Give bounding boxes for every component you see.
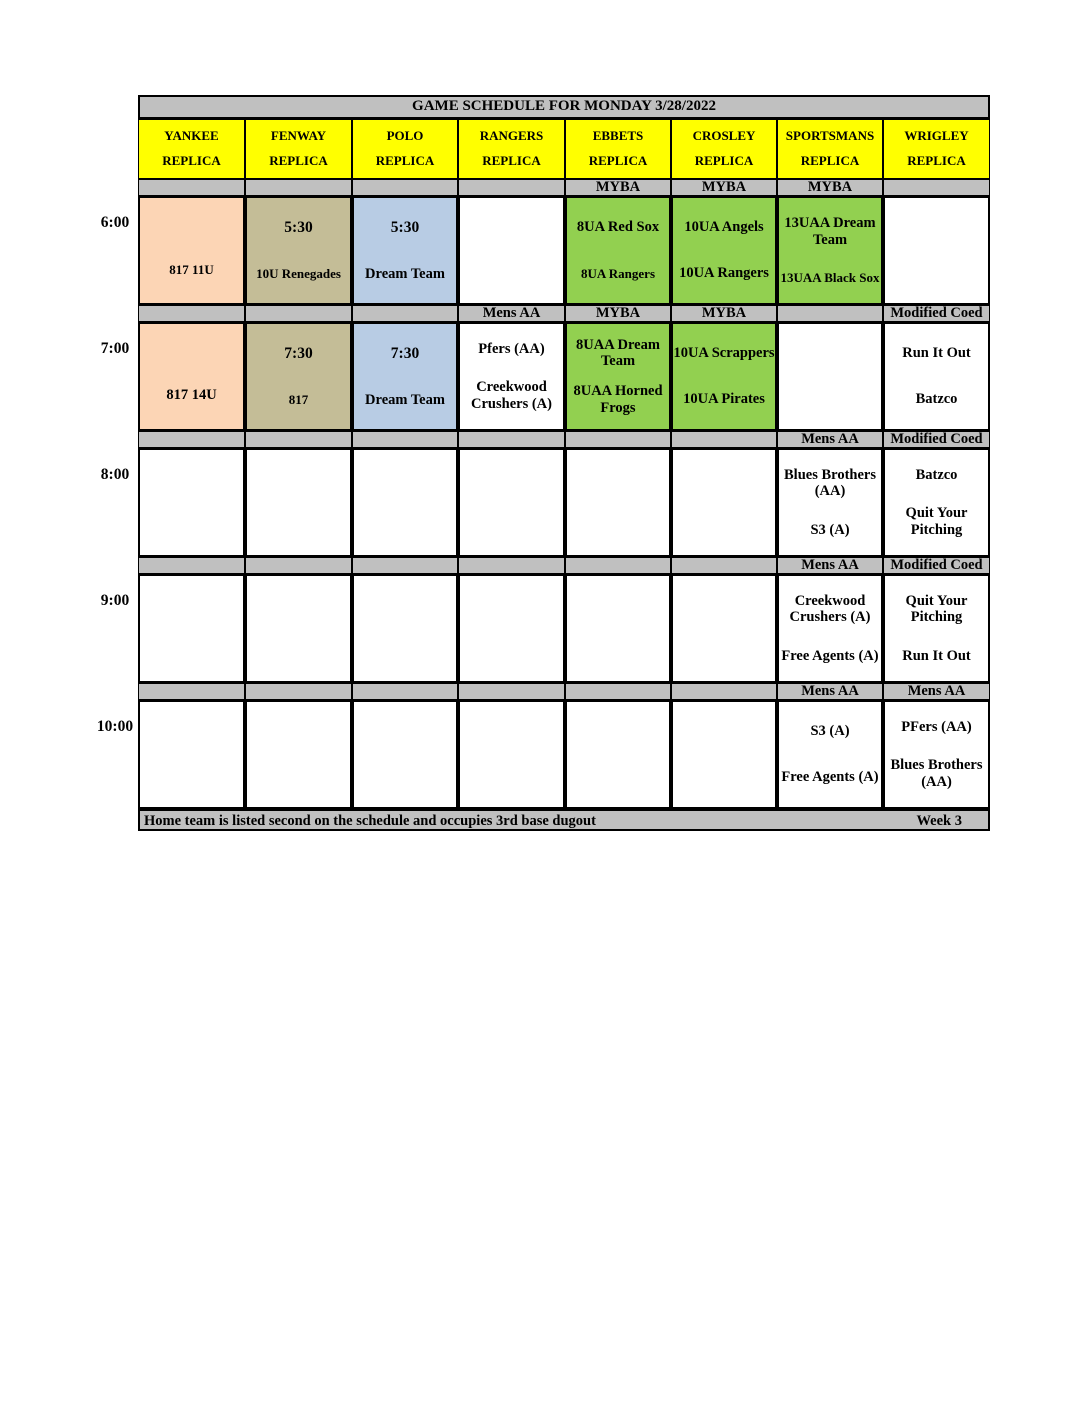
visiting-team: 10UA Angels: [684, 218, 764, 235]
game-cell: [565, 448, 671, 557]
league-label: Modified Coed: [883, 305, 990, 322]
home-team: 817: [288, 392, 309, 407]
visiting-team: Run It Out: [902, 344, 971, 361]
time-label: 10:00: [96, 718, 134, 735]
field-name: YANKEE: [164, 128, 219, 144]
field-header-yankee: [138, 119, 245, 179]
visiting-team: 13UAA Dream Team: [784, 215, 876, 248]
league-label: MYBA: [671, 305, 777, 322]
home-team: Dream Team: [365, 265, 445, 282]
game-cell: [671, 700, 777, 809]
league-label: MYBA: [565, 179, 671, 196]
schedule-title: GAME SCHEDULE FOR MONDAY 3/28/2022: [138, 95, 990, 119]
game-cell: [883, 700, 990, 809]
footer-note: Home team is listed second on the schedule and occupies 3rd base dugout: [144, 813, 596, 829]
home-team: Free Agents (A): [781, 769, 879, 786]
game-cell: [565, 700, 671, 809]
league-label: [245, 683, 352, 700]
game-cell: [138, 700, 245, 809]
field-header-row: [138, 119, 990, 179]
visiting-team: 10UA Scrappers: [673, 344, 775, 361]
league-label: Mens AA: [777, 683, 883, 700]
game-cell: [777, 700, 883, 809]
time-slot-row: [138, 448, 990, 557]
field-name: FENWAY: [270, 128, 327, 144]
time-label: 6:00: [100, 214, 130, 231]
game-cell: [352, 574, 458, 683]
visiting-team: Creekwood Crushers (A): [789, 592, 871, 626]
visiting-team: 7:30: [390, 344, 420, 362]
league-label: [138, 431, 245, 448]
game-cell: [777, 448, 883, 557]
game-cell: [883, 322, 990, 431]
game-cell: [138, 448, 245, 557]
game-cell: [671, 322, 777, 431]
visiting-team: PFers (AA): [901, 718, 972, 735]
league-label: [458, 557, 565, 574]
league-label: MYBA: [777, 179, 883, 196]
league-label: [565, 683, 671, 700]
league-label: [245, 557, 352, 574]
league-label: Mens AA: [883, 683, 990, 700]
visiting-team: Quit Your Pitching: [905, 592, 968, 626]
field-name: POLO: [386, 128, 424, 144]
game-cell: [138, 574, 245, 683]
league-label: [671, 431, 777, 448]
field-name: SPORTSMANS: [785, 128, 875, 144]
league-label: [245, 431, 352, 448]
home-team: Dream Team: [365, 391, 445, 408]
league-label: Mens AA: [458, 305, 565, 322]
time-slot-row: [138, 196, 990, 305]
field-header-sportsmans: [777, 119, 883, 179]
league-label: [458, 179, 565, 196]
game-cell: [352, 448, 458, 557]
field-subtitle: REPLICA: [482, 153, 541, 169]
game-cell: [458, 448, 565, 557]
field-header-wrigley: [883, 119, 990, 179]
league-row: [138, 179, 990, 196]
game-cell: [565, 574, 671, 683]
league-row: [138, 431, 990, 448]
league-label: [565, 431, 671, 448]
field-header-fenway: [245, 119, 352, 179]
league-label: [352, 305, 458, 322]
game-cell: [352, 322, 458, 431]
home-team: 10U Renegades: [256, 266, 341, 281]
time-slot-row: [138, 322, 990, 431]
field-header-ebbets: [565, 119, 671, 179]
visiting-team: 5:30: [284, 219, 313, 237]
footer-week: Week 3: [916, 813, 962, 829]
game-cell: [245, 448, 352, 557]
league-label: [245, 179, 352, 196]
home-team: 817 11U: [169, 261, 214, 277]
field-subtitle: REPLICA: [800, 153, 860, 169]
home-team: Run It Out: [902, 647, 971, 664]
game-cell: [458, 574, 565, 683]
league-row: [138, 305, 990, 322]
home-team: Blues Brothers (AA): [890, 756, 983, 790]
time-slot-row: [138, 574, 990, 683]
league-label: Mens AA: [777, 431, 883, 448]
field-subtitle: REPLICA: [375, 153, 435, 169]
time-label: 7:00: [100, 340, 130, 357]
visiting-team: Batzco: [915, 466, 958, 483]
game-cell: [138, 196, 245, 305]
home-team: Free Agents (A): [781, 647, 879, 664]
league-label: [138, 305, 245, 322]
time-slot-row: [138, 700, 990, 809]
league-label: [671, 683, 777, 700]
field-subtitle: REPLICA: [588, 153, 648, 169]
game-cell: [458, 196, 565, 305]
league-label: MYBA: [565, 305, 671, 322]
league-label: Mens AA: [777, 557, 883, 574]
league-label: [458, 431, 565, 448]
league-label: Modified Coed: [883, 557, 990, 574]
league-label: [138, 557, 245, 574]
game-cell: [458, 700, 565, 809]
game-cell: [671, 448, 777, 557]
game-cell: [671, 196, 777, 305]
league-label: [352, 431, 458, 448]
home-team: 8UAA Horned Frogs: [573, 383, 663, 416]
home-team: Batzco: [915, 391, 958, 408]
home-team: 10UA Rangers: [679, 265, 769, 282]
league-label: Modified Coed: [883, 431, 990, 448]
game-cell: [777, 322, 883, 431]
home-team: 10UA Pirates: [683, 391, 765, 408]
field-subtitle: REPLICA: [162, 153, 221, 169]
field-header-rangers: [458, 119, 565, 179]
game-cell: [883, 574, 990, 683]
game-cell: [777, 574, 883, 683]
game-cell: [565, 322, 671, 431]
visiting-team: Pfers (AA): [478, 340, 545, 357]
time-label: 8:00: [100, 466, 130, 483]
home-team: Quit Your Pitching: [905, 504, 968, 538]
visiting-team: Blues Brothers (AA): [784, 466, 876, 500]
game-cell: [138, 322, 245, 431]
home-team: S3 (A): [810, 521, 850, 538]
field-header-crosley: [671, 119, 777, 179]
visiting-team: S3 (A): [810, 722, 850, 739]
field-subtitle: REPLICA: [694, 153, 754, 169]
league-label: [671, 557, 777, 574]
game-cell: [777, 196, 883, 305]
field-name: WRIGLEY: [904, 128, 969, 144]
field-name: EBBETS: [592, 128, 644, 144]
game-cell: [352, 196, 458, 305]
game-cell: [352, 700, 458, 809]
game-cell: [883, 448, 990, 557]
league-label: [138, 179, 245, 196]
league-label: [777, 305, 883, 322]
game-cell: [245, 700, 352, 809]
field-subtitle: REPLICA: [907, 153, 966, 169]
game-cell: [565, 196, 671, 305]
league-label: [883, 179, 990, 196]
home-team: 8UA Rangers: [580, 265, 656, 281]
league-label: [352, 683, 458, 700]
visiting-team: 7:30: [284, 345, 313, 363]
home-team: Creekwood Crushers (A): [471, 378, 552, 412]
field-header-polo: [352, 119, 458, 179]
league-label: MYBA: [671, 179, 777, 196]
league-label: [245, 305, 352, 322]
field-name: RANGERS: [479, 128, 544, 144]
league-label: [565, 557, 671, 574]
league-label: [458, 683, 565, 700]
time-label: 9:00: [100, 592, 130, 609]
field-subtitle: REPLICA: [269, 153, 328, 169]
league-label: [352, 179, 458, 196]
visiting-team: 5:30: [390, 218, 420, 236]
schedule-footer: [138, 809, 990, 831]
league-label: [138, 683, 245, 700]
game-cell: [458, 322, 565, 431]
league-row: [138, 683, 990, 700]
league-row: [138, 557, 990, 574]
home-team: 13UAA Black Sox: [780, 269, 880, 285]
league-label: [352, 557, 458, 574]
game-cell: [245, 196, 352, 305]
game-cell: [671, 574, 777, 683]
visiting-team: 8UA Red Sox: [576, 219, 660, 236]
home-team: 817 14U: [166, 387, 217, 404]
field-name: CROSLEY: [692, 128, 756, 144]
game-cell: [245, 322, 352, 431]
game-cell: [883, 196, 990, 305]
visiting-team: 8UAA Dream Team: [576, 336, 660, 370]
game-cell: [245, 574, 352, 683]
